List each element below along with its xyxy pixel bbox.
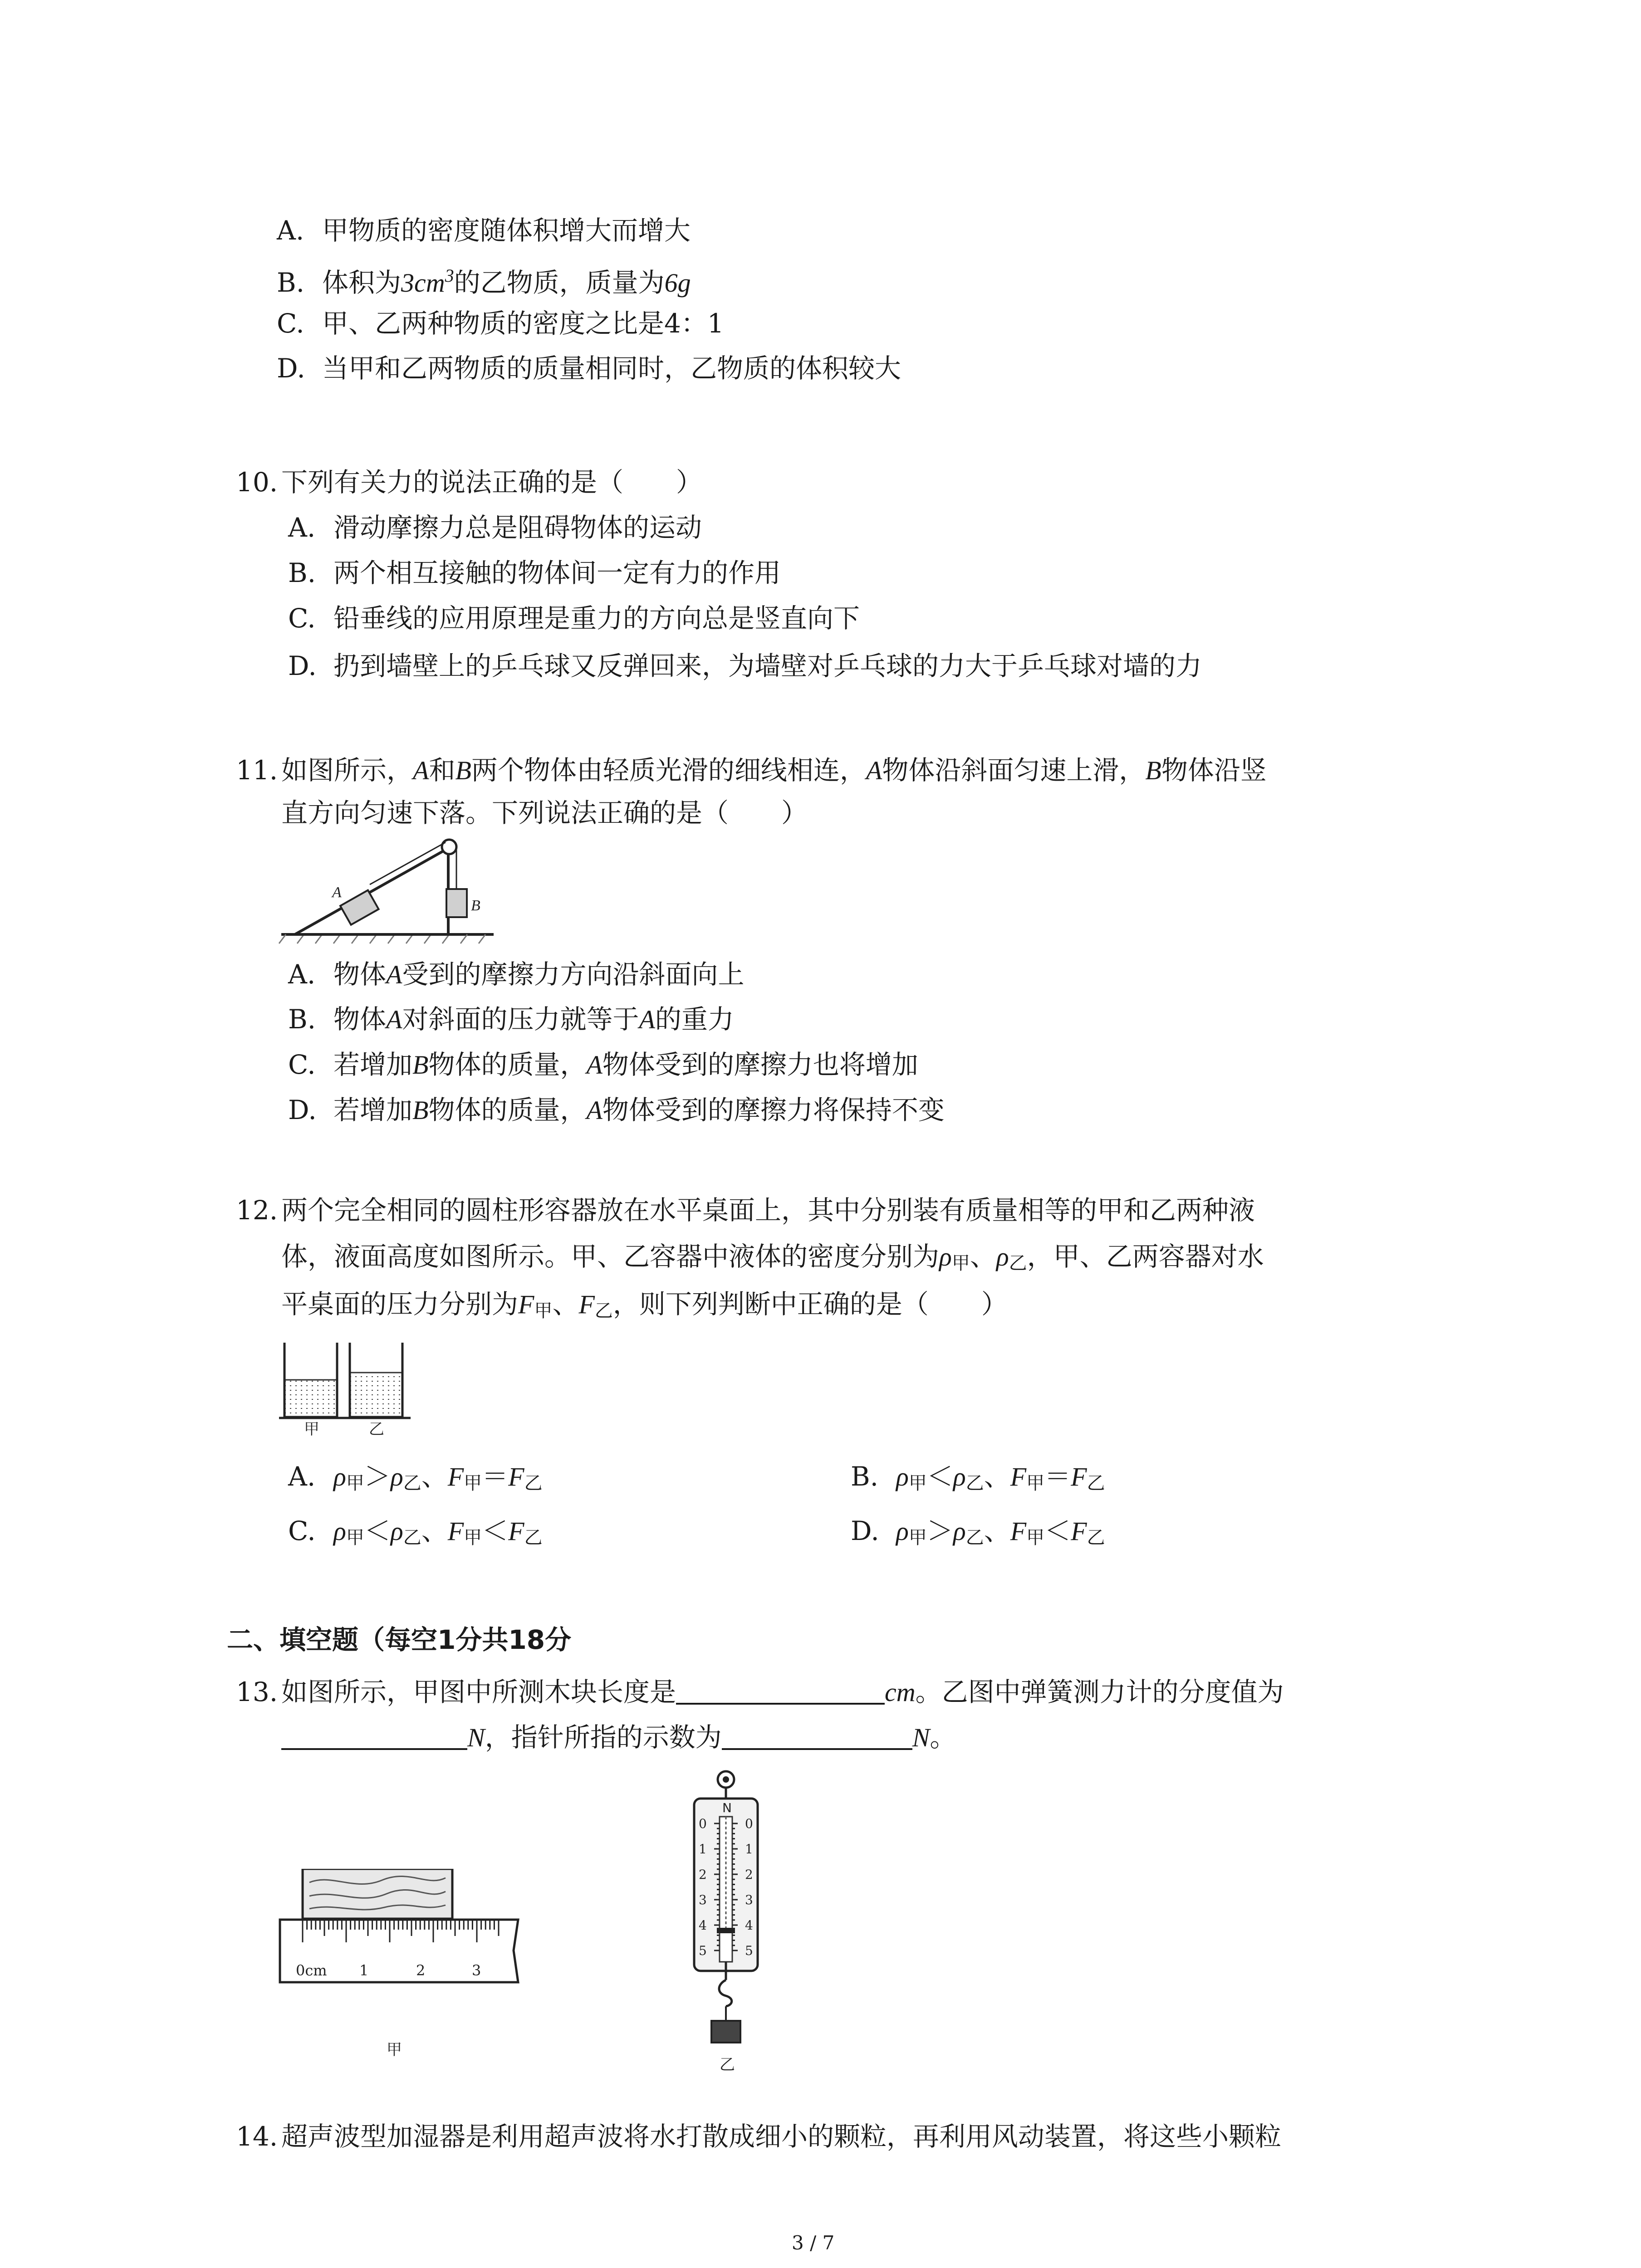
option-text: 物体受到的摩擦力将保持不变 (602, 1095, 945, 1125)
question-text: ，指针所指的示数为 (485, 1722, 722, 1753)
block-b (446, 889, 467, 917)
q10-option-c (288, 600, 860, 636)
math-subscript: 甲 (464, 1473, 482, 1494)
question-text: 如图所示， (281, 755, 413, 786)
q10-stem (236, 464, 702, 500)
pulley (442, 840, 456, 854)
option-text: 物体 (333, 959, 387, 990)
option-label: D. (277, 353, 305, 384)
q11-option-b (288, 1001, 734, 1038)
math-subscript: 甲 (951, 1253, 970, 1274)
option-text: 的重力 (655, 1004, 734, 1035)
operator: ＞ (926, 1515, 953, 1546)
label-yi: 乙 (369, 1420, 384, 1438)
q10-option-a (288, 509, 702, 546)
q11-option-d (288, 1092, 945, 1129)
ruler-figure (278, 1869, 532, 2068)
math-subscript: 甲 (1026, 1527, 1045, 1548)
option-label: B. (288, 557, 316, 588)
operator: ＜ (1044, 1515, 1071, 1546)
math-var: F (1071, 1516, 1087, 1546)
q11-option-a (288, 956, 744, 993)
math-subscript: 甲 (464, 1527, 482, 1548)
math-subscript: 乙 (594, 1300, 613, 1321)
q13-stem-line2 (281, 1719, 956, 1756)
operator: ＜ (364, 1515, 391, 1546)
math-var: ρ (333, 1462, 346, 1491)
option-text: 两个相互接触的物体间一定有力的作用 (333, 557, 781, 588)
option-text: 对斜面的压力就等于 (402, 1004, 639, 1035)
question-number: 12. (236, 1195, 278, 1226)
q12-option-d (851, 1513, 1105, 1556)
option-label: B. (277, 267, 305, 298)
scale-right-2: 2 (745, 1867, 753, 1882)
math-value: 3 (401, 268, 415, 298)
option-label: C. (288, 1049, 316, 1080)
q12-option-c (288, 1513, 543, 1556)
math-var: B (412, 1050, 429, 1080)
option-label: A. (288, 959, 316, 990)
section-heading: 二、填空题（每空1分共18分 (227, 1624, 572, 1655)
math-var: F (508, 1462, 524, 1491)
math-subscript: 甲 (908, 1527, 927, 1548)
hanging-weight (711, 2021, 740, 2043)
label-b: B (471, 897, 480, 914)
question-text: 。乙图中弹簧测力计的分度值为 (915, 1677, 1284, 1707)
question-text: 两个物体由轻质光滑的细线相连， (471, 755, 866, 786)
ratio-value: 4：1 (664, 308, 724, 339)
option-text: 扔到墙壁上的乒乓球又反弹回来，为墙壁对乒乓球的力大于乒乓球对墙的力 (333, 650, 1202, 681)
scale-right-3: 3 (745, 1892, 753, 1907)
q11-stem-line2 (281, 795, 808, 831)
scale-right-1: 1 (745, 1842, 753, 1857)
option-text: 的乙物质，质量为 (454, 267, 665, 298)
scale-left-0: 0 (699, 1816, 707, 1831)
separator: 、 (552, 1289, 579, 1320)
option-text: 体积为 (322, 267, 402, 298)
option-label: B. (288, 1004, 316, 1035)
ruler-label-0: 0cm (296, 1962, 327, 1979)
option-label: D. (288, 1095, 317, 1125)
math-subscript: 甲 (1026, 1473, 1045, 1494)
q11-option-c (288, 1046, 918, 1083)
operator: ＜ (926, 1461, 953, 1492)
question-text: 下列有关力的说法正确的是（ ） (281, 467, 703, 498)
math-subscript: 甲 (908, 1473, 927, 1494)
option-label: C. (277, 308, 304, 339)
q9-option-d (277, 350, 901, 386)
question-text: ，则下列判断中正确的是（ ） (612, 1289, 1008, 1320)
q12-option-a (288, 1458, 543, 1501)
math-var: F (518, 1290, 534, 1319)
option-label: A. (288, 1461, 316, 1492)
separator: 、 (421, 1461, 448, 1492)
spring-scale-figure (676, 1767, 776, 2080)
incline-wedge (295, 848, 448, 934)
question-text: 如图所示，甲图中所测木块长度是 (281, 1677, 676, 1707)
option-text: 受到的摩擦力方向沿斜面向上 (402, 959, 745, 990)
option-text: 当甲和乙两物质的质量相同时，乙物质的体积较大 (322, 353, 901, 384)
question-text: 体，液面高度如图所示。甲、乙容器中液体的密度分别为 (281, 1241, 940, 1272)
math-var: A (639, 1005, 655, 1034)
containers-figure (279, 1338, 415, 1438)
math-var: ρ (996, 1242, 1009, 1271)
math-var: ρ (390, 1516, 403, 1546)
question-number: 13. (236, 1677, 278, 1707)
math-unit: g (677, 268, 691, 298)
scale-left-5: 5 (699, 1943, 707, 1958)
math-var: ρ (896, 1516, 909, 1546)
question-text: 两个完全相同的圆柱形容器放在水平桌面上，其中分别装有质量相等的甲和乙两种液 (281, 1195, 1255, 1226)
scale-unit: N (722, 1800, 732, 1815)
answer-blank-reading[interactable] (722, 1721, 912, 1750)
scale-left-4: 4 (699, 1918, 707, 1933)
q9-option-c (277, 305, 724, 342)
option-text: 滑动摩擦力总是阻碍物体的运动 (333, 512, 702, 543)
option-text: 若增加 (333, 1049, 413, 1080)
scale-right-5: 5 (745, 1943, 753, 1958)
question-text: 超声波型加湿器是利用超声波将水打散成细小的颗粒，再利用风动装置，将这些小颗粒 (281, 2121, 1282, 2152)
question-number: 10. (236, 467, 278, 498)
question-text: 平桌面的压力分别为 (281, 1289, 519, 1320)
question-text: 直方向匀速下落。下列说法正确的是（ ） (281, 797, 808, 828)
math-subscript: 乙 (1009, 1253, 1027, 1274)
question-text: ，甲、乙两容器对水 (1027, 1241, 1264, 1272)
separator: 、 (984, 1515, 1010, 1546)
option-text: 甲、乙两种物质的密度之比是 (322, 308, 665, 339)
math-exponent: 3 (445, 265, 454, 286)
math-var: A (866, 756, 882, 785)
question-text: 物体沿斜面匀速上滑， (882, 755, 1146, 786)
math-var: F (1010, 1462, 1027, 1491)
scale-caption: 乙 (720, 2056, 735, 2074)
math-var: F (447, 1516, 464, 1546)
math-subscript: 乙 (965, 1473, 984, 1494)
math-var: ρ (896, 1462, 909, 1491)
math-subscript: 乙 (524, 1527, 543, 1548)
label-a: A (332, 884, 342, 901)
separator: 、 (421, 1515, 448, 1546)
math-var: ρ (953, 1516, 966, 1546)
question-number: 14. (236, 2121, 278, 2152)
option-label: C. (288, 1515, 316, 1546)
scale-left-1: 1 (699, 1842, 707, 1857)
question-text: 和 (429, 755, 456, 786)
math-subscript: 乙 (1087, 1473, 1105, 1494)
q12-stem-line3 (281, 1286, 1008, 1329)
scale-right-4: 4 (745, 1918, 753, 1933)
math-var: F (578, 1290, 595, 1319)
math-var: B (412, 1095, 429, 1125)
operator: ＞ (364, 1461, 391, 1492)
option-text: 铅垂线的应用原理是重力的方向总是竖直向下 (333, 603, 860, 634)
option-text: 物体的质量， (428, 1095, 587, 1125)
math-var: A (386, 1005, 402, 1034)
unit-text: N (912, 1723, 930, 1752)
option-text: 物体受到的摩擦力也将增加 (602, 1049, 918, 1080)
liquid-jia (285, 1380, 336, 1416)
math-subscript: 乙 (524, 1473, 543, 1494)
q10-option-d (288, 648, 1202, 684)
math-var: F (447, 1462, 464, 1491)
answer-blank-length[interactable] (676, 1676, 885, 1705)
math-var: A (386, 960, 402, 989)
option-label: D. (851, 1515, 879, 1546)
block-a (340, 890, 379, 925)
ruler-label-3: 3 (472, 1962, 481, 1979)
q12-option-b (851, 1458, 1105, 1501)
math-var: A (586, 1050, 603, 1080)
math-subscript: 乙 (403, 1473, 421, 1494)
scale-left-3: 3 (699, 1892, 707, 1907)
math-subscript: 乙 (403, 1527, 421, 1548)
pointer (717, 1928, 735, 1933)
math-subscript: 甲 (346, 1527, 364, 1548)
math-var: F (1010, 1516, 1027, 1546)
rope (370, 842, 446, 885)
hook (719, 1980, 732, 2006)
unit-text: cm (885, 1677, 916, 1707)
math-var: A (586, 1095, 603, 1125)
operator: ＜ (482, 1515, 509, 1546)
math-var: ρ (333, 1516, 346, 1546)
page-number: 3 / 7 (792, 2232, 835, 2254)
math-var: ρ (953, 1462, 966, 1491)
math-var: F (1071, 1462, 1087, 1491)
question-text: 物体沿竖 (1161, 755, 1267, 786)
question-number: 11. (236, 755, 278, 786)
option-text: 甲物质的密度随体积增大而增大 (322, 215, 691, 246)
q11-stem-line1 (236, 752, 1267, 789)
option-text: 物体 (333, 1004, 387, 1035)
option-text: 物体的质量， (428, 1049, 587, 1080)
math-var: B (455, 756, 471, 785)
math-unit: cm (414, 268, 445, 298)
q12-stem-line2 (281, 1238, 1264, 1281)
option-text: 若增加 (333, 1095, 413, 1125)
incline-pulley-figure (277, 832, 504, 948)
label-jia: 甲 (304, 1420, 319, 1438)
option-label: B. (851, 1461, 879, 1492)
answer-blank-division[interactable] (281, 1721, 467, 1750)
q13-stem-line1 (236, 1674, 1284, 1711)
math-var: A (413, 756, 429, 785)
operator: ＝ (1044, 1461, 1071, 1492)
separator: 、 (984, 1461, 1010, 1492)
ruler-label-1: 1 (359, 1962, 369, 1979)
option-label: D. (288, 650, 317, 681)
ruler-caption: 甲 (387, 2041, 402, 2059)
option-label: C. (288, 603, 316, 634)
math-subscript: 甲 (534, 1300, 553, 1321)
operator: ＝ (482, 1461, 509, 1492)
question-text: 。 (930, 1722, 956, 1753)
math-var: ρ (390, 1462, 403, 1491)
math-subscript: 乙 (965, 1527, 984, 1548)
liquid-yi (351, 1373, 402, 1416)
scale-right-0: 0 (745, 1816, 753, 1831)
scale-left-2: 2 (699, 1867, 707, 1882)
separator: 、 (970, 1241, 996, 1272)
q14-stem (236, 2118, 1281, 2155)
unit-text: N (467, 1723, 485, 1752)
option-label: A. (288, 512, 316, 543)
math-subscript: 乙 (1087, 1527, 1105, 1548)
option-label: A. (277, 215, 304, 246)
math-var: B (1145, 756, 1161, 785)
q9-option-b (277, 258, 691, 301)
ruler-label-2: 2 (416, 1962, 426, 1979)
q12-stem-line1 (236, 1192, 1255, 1228)
math-var: F (508, 1516, 524, 1546)
math-value: 6 (664, 268, 678, 298)
q9-option-a (277, 212, 691, 249)
math-subscript: 甲 (346, 1473, 364, 1494)
math-var: ρ (939, 1242, 952, 1271)
q10-option-b (288, 555, 781, 591)
